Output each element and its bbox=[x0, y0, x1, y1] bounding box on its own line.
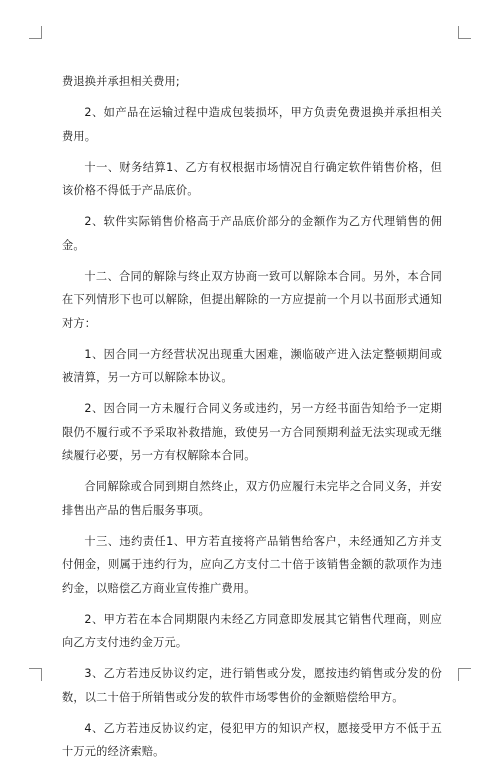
paragraph: 1、因合同一方经营状况出现重大困难，濒临破产进入法定整顿期间或被清算，另一方可以解除本协议。 bbox=[62, 347, 442, 384]
paragraph: 2、甲方若在本合同期限内未经乙方同意即发展其它销售代理商，则应向乙方支付违约金万元。 bbox=[62, 612, 442, 649]
crop-mark-top-left bbox=[29, 26, 42, 39]
paragraph: 3、乙方若违反协议约定，进行销售或分发，愿按违约销售或分发的份数，以二十倍于所销售或分发的软件市场零售价的金额赔偿给甲方。 bbox=[62, 667, 442, 704]
paragraph: 十一、财务结算1、乙方有权根据市场情况自行确定软件销售价格，但该价格不得低于产品底价。 bbox=[62, 160, 442, 197]
crop-mark-top-right bbox=[458, 26, 471, 39]
paragraph: 4、乙方若违反协议约定，侵犯甲方的知识产权，愿接受甲方不低于五十万元的经济索赔。 bbox=[62, 721, 442, 758]
paragraph: 十二、合同的解除与终止双方协商一致可以解除本合同。另外，本合同在下列情形下也可以解除，但提出解除的一方应提前一个月以书面形式通知对方： bbox=[62, 269, 442, 330]
paragraph: 费退换并承担相关费用; bbox=[62, 75, 180, 88]
document-body bbox=[62, 70, 442, 771]
paragraph: 2、因合同一方未履行合同义务或违约，另一方经书面告知给予一定期限仍不履行或不予采取补救措施，致使另一方合同预期利益无法实现或无继续履行必要，另一方有权解除本合同。 bbox=[62, 402, 442, 462]
crop-mark-bottom-left bbox=[29, 668, 42, 681]
paragraph: 十三、违约责任1、甲方若直接将产品销售给客户，未经通知乙方并支付佣金，则属于违约行为，应向乙方支付二十倍于该销售金额的款项作为违约金，以赔偿乙方商业宣传推广费用。 bbox=[62, 534, 442, 595]
crop-mark-bottom-right bbox=[458, 668, 471, 681]
paragraph: 2、如产品在运输过程中造成包装损坏，甲方负责免费退换并承担相关费用。 bbox=[62, 106, 442, 143]
paragraph: 2、软件实际销售价格高于产品底价部分的金额作为乙方代理销售的佣金。 bbox=[62, 215, 442, 252]
paragraph: 合同解除或合同到期自然终止，双方仍应履行未完毕之合同义务，并安排售出产品的售后服务事项。 bbox=[62, 480, 442, 517]
